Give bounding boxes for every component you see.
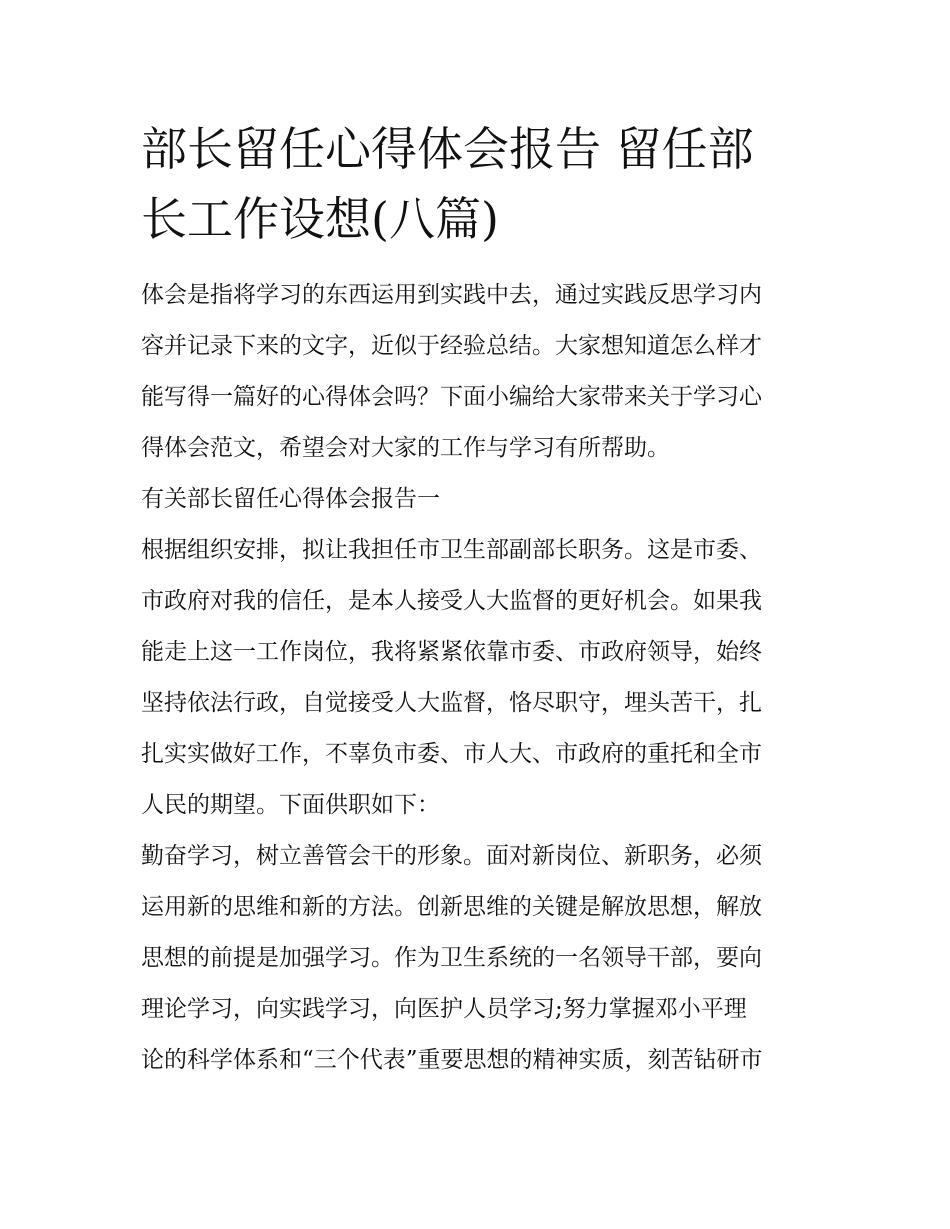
intro-line: 体会是指将学习的东西运用到实践中去，通过实践反思学习内 bbox=[141, 282, 762, 308]
paragraph-line: 市政府对我的信任，是本人接受人大监督的更好机会。如果我 bbox=[141, 588, 762, 614]
intro-line: 能写得一篇好的心得体会吗？下面小编给大家带来关于学习心 bbox=[141, 384, 762, 410]
paragraph-line: 扎实实做好工作，不辜负市委、市人大、市政府的重托和全市 bbox=[141, 741, 762, 767]
intro-line: 得体会范文，希望会对大家的工作与学习有所帮助。 bbox=[141, 435, 670, 461]
paragraph-line: 根据组织安排，拟让我担任市卫生部副部长职务。这是市委、 bbox=[141, 537, 762, 563]
paragraph-line: 理论学习，向实践学习，向医护人员学习;努力掌握邓小平理 bbox=[141, 996, 747, 1022]
paragraph-2 bbox=[141, 831, 813, 1086]
section-heading: 有关部长留任心得体会报告一 bbox=[141, 486, 440, 512]
document-page bbox=[141, 114, 813, 1086]
paragraph-line: 论的科学体系和“三个代表”重要思想的精神实质，刻苦钻研市 bbox=[141, 1047, 763, 1073]
paragraph-line: 能走上这一工作岗位，我将紧紧依靠市委、市政府领导，始终 bbox=[141, 639, 762, 665]
paragraph-line: 思想的前提是加强学习。作为卫生系统的一名领导干部，要向 bbox=[141, 945, 762, 971]
intro-line: 容并记录下来的文字，近似于经验总结。大家想知道怎么样才 bbox=[141, 333, 762, 359]
intro-paragraph bbox=[141, 270, 813, 474]
document-body bbox=[141, 270, 813, 1086]
paragraph-line: 坚持依法行政，自觉接受人大监督，恪尽职守，埋头苦干，扎 bbox=[141, 690, 762, 716]
paragraph-line: 勤奋学习，树立善管会干的形象。面对新岗位、新职务，必须 bbox=[141, 843, 762, 869]
document-title bbox=[141, 114, 813, 254]
title-line-1: 部长留任心得体会报告 留任部 bbox=[141, 122, 754, 176]
paragraph-1 bbox=[141, 525, 813, 831]
paragraph-line: 运用新的思维和新的方法。创新思维的关键是解放思想，解放 bbox=[141, 894, 762, 920]
title-line-2: 长工作设想(八篇) bbox=[141, 192, 499, 246]
paragraph-line: 人民的期望。下面供职如下： bbox=[141, 792, 440, 818]
